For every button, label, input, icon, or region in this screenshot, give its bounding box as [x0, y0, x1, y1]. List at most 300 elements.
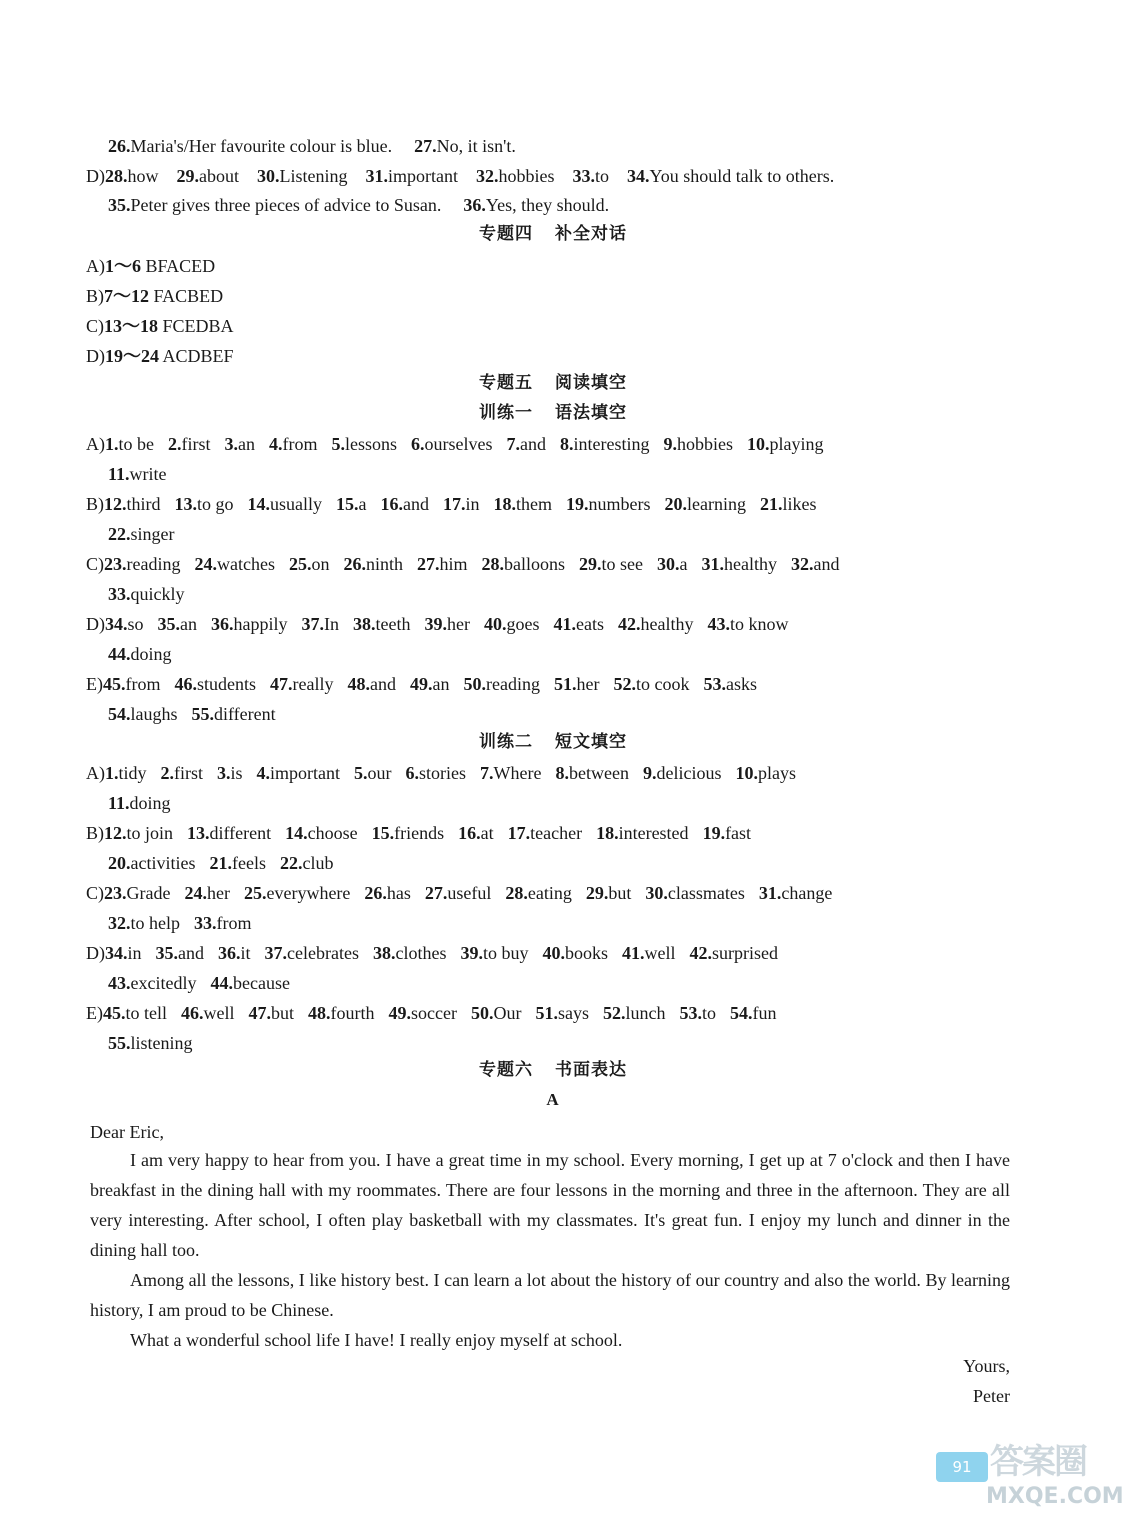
- answer-item: [747, 434, 824, 454]
- answer-item: [194, 913, 252, 933]
- answer-number: 47.: [248, 1003, 271, 1023]
- answer-item: [308, 1003, 375, 1023]
- answer-text: FCEDBA: [158, 316, 234, 336]
- answer-number: 12.: [104, 494, 127, 514]
- answer-number: 43.: [707, 614, 730, 634]
- answer-text: interested: [618, 823, 689, 843]
- answer-number: 31.: [758, 883, 782, 903]
- answer-text: our: [367, 763, 392, 783]
- answer-text: ninth: [365, 554, 403, 574]
- essay-subtitle: A: [546, 1090, 560, 1109]
- group-prefix: D): [86, 166, 105, 186]
- answer-number: 34.: [105, 943, 128, 963]
- answer-text: to join: [126, 823, 174, 843]
- answer-number: 5.: [354, 763, 368, 783]
- answer-item: [482, 554, 566, 574]
- answer-number: 28.: [481, 554, 504, 574]
- answer-text: on: [311, 554, 330, 574]
- answer-text: numbers: [588, 494, 651, 514]
- answer-item: [177, 166, 240, 186]
- answer-text: In: [324, 614, 340, 634]
- answer-item: [108, 853, 195, 873]
- answer-text: choose: [307, 823, 358, 843]
- answer-item: [463, 195, 609, 215]
- answer-row: [86, 255, 1016, 277]
- answer-text: it: [240, 943, 251, 963]
- answer-item: [105, 166, 159, 186]
- answer-text: fourth: [330, 1003, 375, 1023]
- answer-number: 25.: [288, 554, 312, 574]
- answer-text: delicious: [656, 763, 722, 783]
- answer-number: 30.: [257, 166, 280, 186]
- answer-item: [332, 434, 398, 454]
- answer-text: her: [576, 674, 600, 694]
- group-prefix: B): [86, 494, 104, 514]
- answer-item: [108, 464, 167, 484]
- answer-item: [735, 763, 796, 783]
- answer-text: Yes, they should.: [485, 195, 610, 215]
- answer-row: [86, 762, 1046, 784]
- answer-number: 16.: [380, 494, 404, 514]
- answer-text: feels: [231, 853, 266, 873]
- answer-text: to help: [130, 913, 180, 933]
- answer-item: [336, 494, 367, 514]
- answer-number: 3.: [217, 763, 231, 783]
- answer-item: [184, 883, 229, 903]
- answer-item: [105, 434, 154, 454]
- answer-number: 51.: [553, 674, 577, 694]
- answer-row-continued: [108, 792, 1016, 814]
- answer-text: to see: [601, 554, 643, 574]
- answer-number: 13.: [187, 823, 210, 843]
- answer-row-continued: [108, 463, 1016, 485]
- answer-text: likes: [782, 494, 817, 514]
- answer-text: her: [447, 614, 470, 634]
- answer-text: important: [270, 763, 341, 783]
- answer-number: 26.: [108, 136, 131, 156]
- answer-item: [494, 494, 553, 514]
- answer-text: Grade: [126, 883, 171, 903]
- answer-number: 29.: [585, 883, 609, 903]
- answer-item: [560, 434, 649, 454]
- answer-text: first: [174, 763, 204, 783]
- answer-number: 51.: [535, 1003, 558, 1023]
- answer-item: [257, 763, 341, 783]
- letter-greeting: Dear Eric,: [90, 1122, 164, 1142]
- answer-text: You should talk to others.: [649, 166, 835, 186]
- answer-text: lessons: [345, 434, 398, 454]
- answer-number: 15.: [371, 823, 395, 843]
- answer-item: [249, 1003, 295, 1023]
- answer-number: 22.: [108, 524, 131, 544]
- answer-text: to buy: [482, 943, 529, 963]
- answer-text: eats: [575, 614, 604, 634]
- answer-item: [108, 704, 178, 724]
- answer-number: 41.: [622, 943, 645, 963]
- answer-text: well: [203, 1003, 235, 1023]
- answer-number: 1.: [105, 763, 119, 783]
- answer-number: 45.: [103, 1003, 126, 1023]
- answer-number: 1～6: [105, 256, 141, 276]
- answer-item: [211, 614, 288, 634]
- answer-text: club: [302, 853, 334, 873]
- answer-item: [343, 554, 403, 574]
- answer-text: and: [813, 554, 840, 574]
- answer-text: listening: [130, 1033, 193, 1053]
- answer-number: 27.: [414, 136, 437, 156]
- answer-item: [108, 136, 392, 156]
- answer-number: 18.: [596, 823, 619, 843]
- answer-number: 19～24: [105, 346, 159, 366]
- answer-text: happily: [233, 614, 288, 634]
- answer-text: lunch: [625, 1003, 666, 1023]
- answer-item: [192, 704, 276, 724]
- answer-item: [302, 614, 340, 634]
- answer-number: 30.: [656, 554, 680, 574]
- answer-number: 44.: [210, 973, 233, 993]
- section-heading-4: [0, 223, 1106, 245]
- answer-line-35-36: [108, 194, 1016, 216]
- answer-item: [505, 883, 571, 903]
- answer-row: [86, 1002, 1046, 1024]
- answer-text: to: [701, 1003, 716, 1023]
- answer-text: to cook: [635, 674, 690, 694]
- answer-text: laughs: [130, 704, 178, 724]
- answer-number: 35.: [108, 195, 131, 215]
- answer-text: stories: [419, 763, 467, 783]
- answer-text: a: [679, 554, 688, 574]
- answer-row: [86, 613, 1046, 635]
- answer-number: 53.: [703, 674, 726, 694]
- answer-item: [417, 554, 468, 574]
- answer-text: an: [180, 614, 198, 634]
- answer-text: excitedly: [130, 973, 197, 993]
- answer-item: [603, 1003, 666, 1023]
- answer-number: 42.: [689, 943, 713, 963]
- answer-text: to: [595, 166, 610, 186]
- answer-text: first: [181, 434, 211, 454]
- answer-item: [280, 853, 334, 873]
- answer-text: how: [127, 166, 159, 186]
- answer-item: [759, 883, 832, 903]
- answer-number: 54.: [108, 704, 131, 724]
- answer-text: different: [214, 704, 276, 724]
- answer-item: [105, 943, 142, 963]
- answer-item: [194, 554, 274, 574]
- answer-number: 25.: [243, 883, 267, 903]
- heading-title: 阅读填空: [555, 373, 627, 393]
- answer-number: 22.: [279, 853, 303, 873]
- answer-number: 21.: [760, 494, 783, 514]
- letter-signature: Peter: [973, 1386, 1010, 1406]
- answer-text: to go: [197, 494, 234, 514]
- heading-title: 书面表达: [555, 1060, 627, 1080]
- answer-number: 17.: [507, 823, 531, 843]
- group-prefix: C): [86, 554, 104, 574]
- answer-number: 48.: [347, 674, 370, 694]
- answer-item: [209, 853, 265, 873]
- answer-number: 43.: [108, 973, 131, 993]
- answer-item: [218, 943, 251, 963]
- answer-row-continued: [108, 1032, 1016, 1054]
- answer-text: doing: [129, 793, 171, 813]
- answer-text: clothes: [395, 943, 447, 963]
- answer-text: important: [388, 166, 458, 186]
- answer-row: [86, 345, 1016, 367]
- answer-item: [460, 943, 528, 963]
- answer-item: [225, 434, 256, 454]
- answer-number: 44.: [108, 644, 131, 664]
- group-prefix: A): [86, 434, 105, 454]
- answer-number: 34.: [627, 166, 650, 186]
- answer-row-continued: [108, 703, 1016, 725]
- answer-number: 28.: [105, 166, 128, 186]
- answer-number: 32.: [108, 913, 131, 933]
- answer-text: an: [432, 674, 450, 694]
- answer-item: [156, 943, 205, 963]
- answer-row: [86, 553, 1046, 575]
- answer-text: and: [403, 494, 430, 514]
- answer-item: [665, 494, 746, 514]
- answer-number: 35.: [155, 943, 179, 963]
- answer-row-continued: [108, 523, 1016, 545]
- answer-text: teeth: [375, 614, 411, 634]
- answer-number: 33.: [572, 166, 595, 186]
- letter-paragraph-2: Among all the lessons, I like history best. I can learn a lot about the history of our country and also the world. By learning history, I am proud to be Chinese.: [90, 1270, 1010, 1320]
- answer-item: [105, 256, 215, 276]
- answer-text: quickly: [130, 584, 185, 604]
- answer-number: 7.: [506, 434, 520, 454]
- answer-number: 19.: [566, 494, 589, 514]
- answer-number: 33.: [108, 584, 131, 604]
- answer-item: [108, 793, 171, 813]
- answer-row-continued: [108, 912, 1016, 934]
- answer-item: [104, 286, 223, 306]
- answer-text: has: [386, 883, 411, 903]
- answer-number: 19.: [702, 823, 726, 843]
- answer-text: them: [516, 494, 553, 514]
- group-prefix: E): [86, 674, 103, 694]
- answer-item: [458, 823, 494, 843]
- answer-item: [108, 973, 196, 993]
- answer-text: fun: [752, 1003, 777, 1023]
- answer-number: 15.: [336, 494, 359, 514]
- answer-item: [622, 943, 676, 963]
- answer-number: 54.: [730, 1003, 753, 1023]
- answer-number: 10.: [746, 434, 770, 454]
- answer-number: 36.: [218, 943, 241, 963]
- answer-item: [270, 674, 333, 694]
- answer-item: [104, 883, 170, 903]
- answer-number: 33.: [194, 913, 217, 933]
- answer-text: singer: [130, 524, 175, 544]
- answer-number: 31.: [365, 166, 388, 186]
- answer-item: [425, 614, 470, 634]
- answer-item: [103, 1003, 167, 1023]
- answer-item: [348, 674, 397, 694]
- letter-paragraph-1: I am very happy to hear from you. I have a great time in my school. Every morning, I get up at 7 o'clock and then I have breakfast in the dining hall with my roommates. There are four lessons in the morning and three in the afternoon. They are all very interesting. After school, I often play basketball with my classmates. It's great fun. I enjoy my lunch and dinner in the dining hall too.: [90, 1150, 1010, 1260]
- answer-number: 47.: [270, 674, 293, 694]
- answer-row: [86, 882, 1046, 904]
- answer-item: [554, 674, 599, 694]
- page-number: 91: [936, 1452, 988, 1482]
- answer-number: 27.: [416, 554, 440, 574]
- answer-row: [86, 433, 1046, 455]
- answer-number: 52.: [602, 1003, 626, 1023]
- answer-row: [86, 822, 1046, 844]
- answer-item: [657, 554, 688, 574]
- answer-number: 38.: [353, 614, 376, 634]
- answer-number: 38.: [372, 943, 396, 963]
- answer-item: [373, 943, 447, 963]
- subheading-training-2: [0, 731, 1106, 753]
- answer-number: 29.: [176, 166, 199, 186]
- answer-text: about: [199, 166, 239, 186]
- answer-number: 37.: [301, 614, 325, 634]
- answer-item: [703, 674, 757, 694]
- heading-label: 训练二: [479, 732, 533, 752]
- answer-number: 5.: [331, 434, 345, 454]
- answer-item: [579, 554, 643, 574]
- answer-item: [108, 1033, 193, 1053]
- answer-line-26-27: [108, 135, 1016, 157]
- answer-text: Listening: [279, 166, 348, 186]
- answer-item: [108, 913, 180, 933]
- answer-text: hobbies: [498, 166, 555, 186]
- group-prefix: D): [86, 614, 105, 634]
- answer-number: 53.: [679, 1003, 702, 1023]
- answer-item: [257, 166, 348, 186]
- answer-text: different: [209, 823, 272, 843]
- section-heading-5: [0, 372, 1106, 394]
- answer-item: [244, 883, 350, 903]
- answer-text: healthy: [723, 554, 777, 574]
- answer-number: 3.: [224, 434, 238, 454]
- answer-row: [86, 942, 1046, 964]
- group-prefix: B): [86, 286, 104, 306]
- answer-text: to be: [118, 434, 154, 454]
- answer-item: [464, 674, 540, 694]
- answer-text: from: [282, 434, 318, 454]
- answer-item: [613, 674, 689, 694]
- answer-text: soccer: [411, 1003, 457, 1023]
- answer-number: 11.: [108, 464, 130, 484]
- answer-item: [480, 763, 541, 783]
- answer-text: because: [232, 973, 290, 993]
- answer-item: [285, 823, 357, 843]
- answer-number: 8.: [560, 434, 574, 454]
- answer-number: 6.: [405, 763, 420, 783]
- answer-number: 23.: [104, 554, 127, 574]
- answer-item: [187, 823, 271, 843]
- answer-number: 46.: [181, 1003, 204, 1023]
- answer-number: 42.: [617, 614, 641, 634]
- watermark-logo: [986, 1440, 1124, 1532]
- answer-text: classmates: [667, 883, 745, 903]
- answer-item: [353, 614, 410, 634]
- watermark-text-top: 答案圈: [990, 1442, 1086, 1482]
- answer-number: 4.: [256, 763, 271, 783]
- answer-number: 17.: [443, 494, 466, 514]
- answer-number: 7.: [480, 763, 494, 783]
- answer-item: [366, 166, 459, 186]
- answer-item: [175, 494, 234, 514]
- answer-text: in: [465, 494, 480, 514]
- answer-number: 11.: [108, 793, 130, 813]
- answer-item: [389, 1003, 457, 1023]
- answer-item: [104, 494, 161, 514]
- answer-text: reading: [486, 674, 540, 694]
- answer-number: 28.: [505, 883, 528, 903]
- answer-text: Peter gives three pieces of advice to Susan.: [130, 195, 442, 215]
- answer-text: interesting: [573, 434, 650, 454]
- answer-item: [411, 434, 492, 454]
- answer-text: an: [238, 434, 255, 454]
- answer-number: 7～12: [104, 286, 149, 306]
- answer-item: [161, 763, 204, 783]
- answer-number: 49.: [388, 1003, 412, 1023]
- answer-number: 29.: [579, 554, 602, 574]
- answer-item: [406, 763, 467, 783]
- group-prefix: D): [86, 943, 105, 963]
- letter-closing: Yours,: [963, 1356, 1010, 1376]
- answer-text: fast: [725, 823, 752, 843]
- answer-text: to know: [729, 614, 789, 634]
- answer-item: [108, 644, 172, 664]
- answer-number: 20.: [108, 853, 131, 873]
- answer-item: [730, 1003, 777, 1023]
- answer-item: [105, 346, 234, 366]
- answer-text: write: [129, 464, 167, 484]
- group-prefix: C): [86, 883, 104, 903]
- answer-number: 37.: [264, 943, 288, 963]
- answer-number: 41.: [553, 614, 576, 634]
- watermark-text-bottom: MXQE.COM: [986, 1484, 1124, 1509]
- answer-row: [86, 493, 1046, 515]
- answer-text: in: [127, 943, 142, 963]
- answer-text: well: [644, 943, 676, 963]
- answer-item: [105, 763, 147, 783]
- answer-row-continued: [108, 583, 1016, 605]
- answer-item: [104, 554, 180, 574]
- answer-text: her: [206, 883, 230, 903]
- answer-number: 40.: [542, 943, 565, 963]
- answer-number: 40.: [483, 614, 507, 634]
- answer-text: but: [608, 883, 632, 903]
- answer-text: says: [557, 1003, 589, 1023]
- answer-number: 10.: [735, 763, 758, 783]
- answer-item: [471, 1003, 522, 1023]
- answer-number: 9.: [642, 763, 657, 783]
- answer-text: but: [271, 1003, 295, 1023]
- answer-row-continued: [108, 972, 1016, 994]
- answer-item: [543, 943, 609, 963]
- answer-number: 14.: [285, 823, 308, 843]
- answer-text: surprised: [712, 943, 779, 963]
- answer-number: 39.: [424, 614, 447, 634]
- answer-item: [476, 166, 555, 186]
- section-heading-6: [0, 1059, 1106, 1081]
- answer-item: [410, 674, 450, 694]
- answer-text: balloons: [504, 554, 565, 574]
- answer-item: [248, 494, 323, 514]
- answer-text: BFACED: [141, 256, 216, 276]
- answer-item: [289, 554, 330, 574]
- answer-row: [86, 285, 1016, 307]
- answer-item: [791, 554, 840, 574]
- answer-row-continued: [108, 852, 1016, 874]
- answer-number: 16.: [458, 823, 481, 843]
